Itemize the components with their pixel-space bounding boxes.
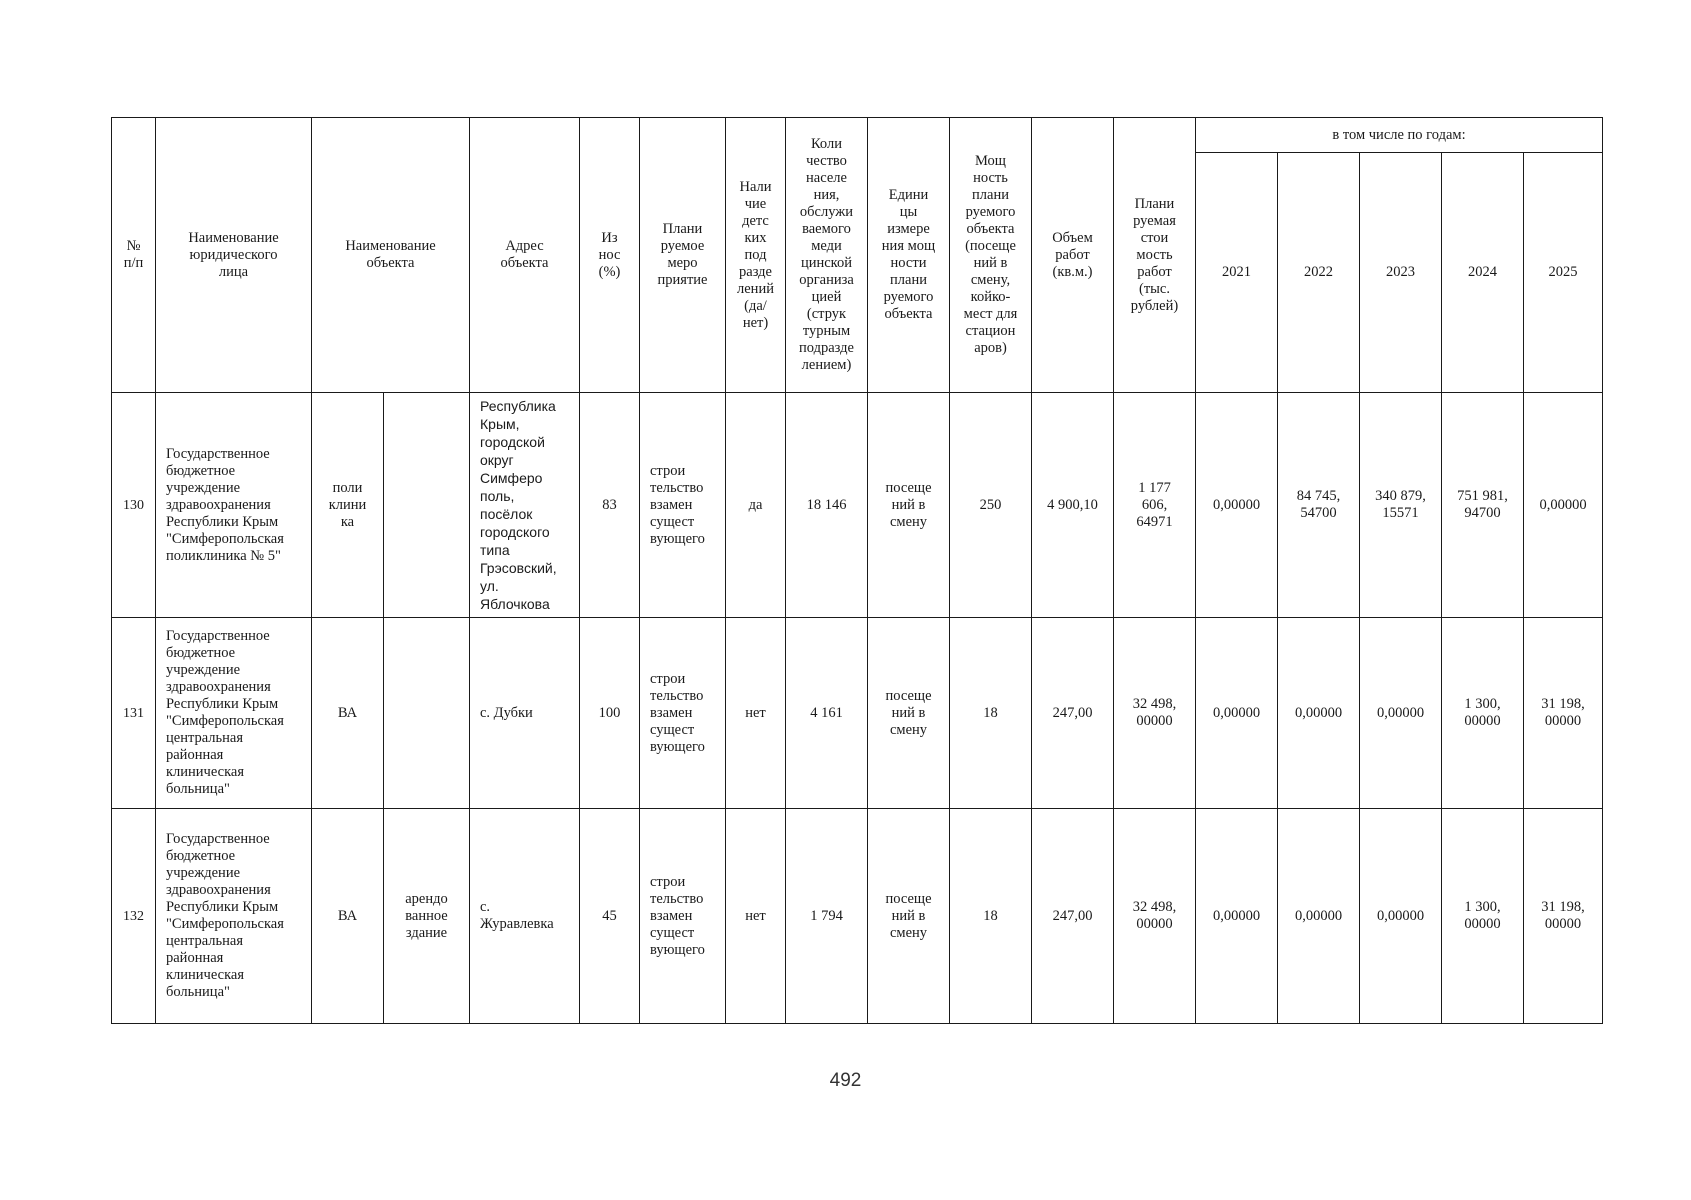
year-value-cell: 0,00000 — [1524, 393, 1603, 618]
year-value-cell: 0,00000 — [1278, 809, 1360, 1024]
capacity-cell: 18 — [950, 618, 1032, 809]
year-value-cell: 31 198, 00000 — [1524, 618, 1603, 809]
header-cell-volume: Объем работ (кв.м.) — [1032, 118, 1114, 393]
legal-name-cell: Государственное бюджетное учреждение здравоохранения Республики Крым "Симферопольская центральная районная клиническая больница" — [156, 618, 312, 809]
header-cell-legal-name: Наименование юридического лица — [156, 118, 312, 393]
capacity-cell: 250 — [950, 393, 1032, 618]
measure-cell: строи тельство взамен сущест вующего — [640, 393, 726, 618]
children-cell: да — [726, 393, 786, 618]
volume-cell: 4 900,10 — [1032, 393, 1114, 618]
object-type-cell: поли клини ка — [312, 393, 384, 618]
capacity-cell: 18 — [950, 809, 1032, 1024]
year-value-cell: 751 981, 94700 — [1442, 393, 1524, 618]
cost-cell: 32 498, 00000 — [1114, 618, 1196, 809]
children-cell: нет — [726, 809, 786, 1024]
year-value-cell: 1 300, 00000 — [1442, 809, 1524, 1024]
capacity-unit-cell: посеще ний в смену — [868, 393, 950, 618]
table-row — [112, 809, 1603, 1024]
population-cell: 4 161 — [786, 618, 868, 809]
header-cell-population: Коли чество населе ния, обслужи ваемого меди цинской организа цией (струк турным подразде лением) — [786, 118, 868, 393]
volume-cell: 247,00 — [1032, 809, 1114, 1024]
page-number: 492 — [829, 1070, 862, 1091]
volume-cell: 247,00 — [1032, 618, 1114, 809]
measure-cell: строи тельство взамен сущест вующего — [640, 618, 726, 809]
object-type-cell: ВА — [312, 618, 384, 809]
year-value-cell: 84 745, 54700 — [1278, 393, 1360, 618]
object-name-cell: арендо ванное здание — [384, 809, 470, 1024]
address-cell: с. Дубки — [470, 618, 580, 809]
cost-cell: 32 498, 00000 — [1114, 809, 1196, 1024]
wear-cell: 83 — [580, 393, 640, 618]
year-value-cell: 1 300, 00000 — [1442, 618, 1524, 809]
object-name-cell — [384, 618, 470, 809]
object-type-cell: ВА — [312, 809, 384, 1024]
investment-program-table — [111, 117, 1603, 1024]
year-value-cell: 0,00000 — [1196, 809, 1278, 1024]
year-value-cell: 0,00000 — [1196, 618, 1278, 809]
table-row — [112, 393, 1603, 618]
wear-cell: 100 — [580, 618, 640, 809]
table-row — [112, 618, 1603, 809]
header-row-top — [112, 118, 1603, 153]
year-value-cell: 0,00000 — [1278, 618, 1360, 809]
header-cell-children: Нали чие детс ких под разде лений (да/ нет) — [726, 118, 786, 393]
wear-cell: 45 — [580, 809, 640, 1024]
row-number: 130 — [112, 393, 156, 618]
header-cell-capacity: Мощ ность плани руемого объекта (посеще ний в смену, койко- мест для стацион аров) — [950, 118, 1032, 393]
header-cell-wear: Из нос (%) — [580, 118, 640, 393]
header-cell-address: Адрес объекта — [470, 118, 580, 393]
header-cell-year: 2022 — [1278, 153, 1360, 393]
address-cell: Республика Крым, городской округ Симферо поль, посёлок городского типа Грэсовский, ул. Яблочкова — [470, 393, 580, 618]
cost-cell: 1 177 606, 64971 — [1114, 393, 1196, 618]
year-value-cell: 0,00000 — [1360, 618, 1442, 809]
row-number: 131 — [112, 618, 156, 809]
population-cell: 18 146 — [786, 393, 868, 618]
year-value-cell: 340 879, 15571 — [1360, 393, 1442, 618]
header-cell-year: 2023 — [1360, 153, 1442, 393]
header-cell-year: 2025 — [1524, 153, 1603, 393]
legal-name-cell: Государственное бюджетное учреждение здравоохранения Республики Крым "Симферопольская центральная районная клиническая больница" — [156, 809, 312, 1024]
header-cell-capacity-unit: Едини цы измере ния мощ ности плани руемого объекта — [868, 118, 950, 393]
population-cell: 1 794 — [786, 809, 868, 1024]
year-value-cell: 0,00000 — [1196, 393, 1278, 618]
capacity-unit-cell: посеще ний в смену — [868, 618, 950, 809]
year-value-cell: 0,00000 — [1360, 809, 1442, 1024]
row-number: 132 — [112, 809, 156, 1024]
header-cell-year: 2024 — [1442, 153, 1524, 393]
header-cell-measure: Плани руемое меро приятие — [640, 118, 726, 393]
legal-name-cell: Государственное бюджетное учреждение здравоохранения Республики Крым "Симферопольская поликлиника № 5" — [156, 393, 312, 618]
address-cell: с. Журавлевка — [470, 809, 580, 1024]
header-cell-object-name: Наименование объекта — [312, 118, 470, 393]
capacity-unit-cell: посеще ний в смену — [868, 809, 950, 1024]
measure-cell: строи тельство взамен сущест вующего — [640, 809, 726, 1024]
header-cell-cost: Плани руемая стои мость работ (тыс. рублей) — [1114, 118, 1196, 393]
year-value-cell: 31 198, 00000 — [1524, 809, 1603, 1024]
header-cell-by-years: в том числе по годам: — [1196, 118, 1603, 153]
children-cell: нет — [726, 618, 786, 809]
header-cell-year: 2021 — [1196, 153, 1278, 393]
object-name-cell — [384, 393, 470, 618]
header-cell-num: № п/п — [112, 118, 156, 393]
